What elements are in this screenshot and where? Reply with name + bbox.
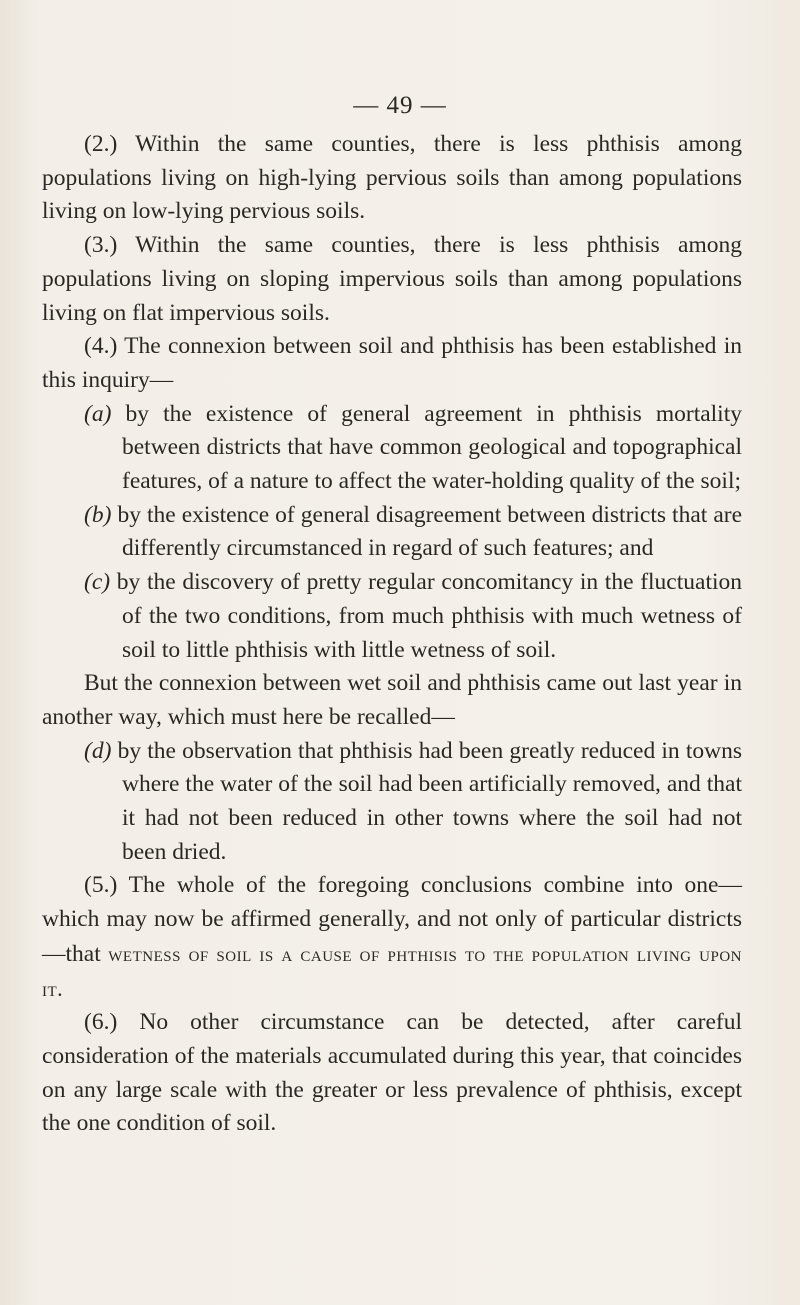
paragraph-6: (6.) No other circumstance can be detected, after careful consideration of the materials accumulated during this year, that coincides on any large scale with the greater or less prevalence of phthisis, except the one condition of soil. — [42, 1009, 742, 1137]
body-text — [42, 128, 742, 1141]
item-text: by the existence of general agreement in phthisis mortality between districts that have common geological and topographical features, of a nature to affect the water-holding quality of the soil; — [122, 400, 742, 495]
list-item-d — [42, 735, 742, 870]
item-text: by the discovery of pretty regular concomitancy in the fluctuation of the two conditions, from much phthisis with much wetness of soil to little phthisis with little wetness of soil. — [116, 569, 742, 663]
paragraph-4: (4.) The connexion between soil and phthisis has been established in this inquiry— — [42, 333, 742, 393]
item-text: by the existence of general disagreement between districts that are differently circumstanced in regard of such features; and — [117, 501, 743, 562]
paragraph-but: But the connexion between wet soil and phthisis came out last year in another way, which must here be recalled— — [42, 670, 742, 730]
paragraph-5-emphasis: wetness of soil is a cause of phthisis to the population living upon it. — [42, 940, 742, 1001]
item-label: (a) — [84, 400, 112, 427]
page-number: — 49 — — [353, 92, 447, 119]
item-label: (d) — [84, 737, 112, 764]
item-label: (c) — [84, 569, 111, 596]
paragraph-2: (2.) Within the same counties, there is less phthisis among populations living on high-lying pervious soils than among populations living on low-lying pervious soils. — [42, 131, 742, 225]
paragraph-3: (3.) Within the same counties, there is less phthisis among populations living on sloping impervious soils than among populations living on flat impervious soils. — [42, 232, 742, 326]
item-text: by the observation that phthisis had been greatly reduced in towns where the water of the soil had been artificially removed, and that it had not been reduced in other towns where the soil had not been dried. — [117, 737, 742, 865]
list-item-a — [42, 398, 742, 499]
list-item-b — [42, 499, 742, 566]
paragraph-5 — [42, 869, 742, 1006]
item-label: (b) — [84, 501, 112, 528]
paragraph-5-lead: (5.) The whole of the foregoing conclusions combine into one—which may now be affirmed generally, and not only of particular districts—that — [42, 872, 742, 967]
list-item-c — [42, 566, 742, 667]
